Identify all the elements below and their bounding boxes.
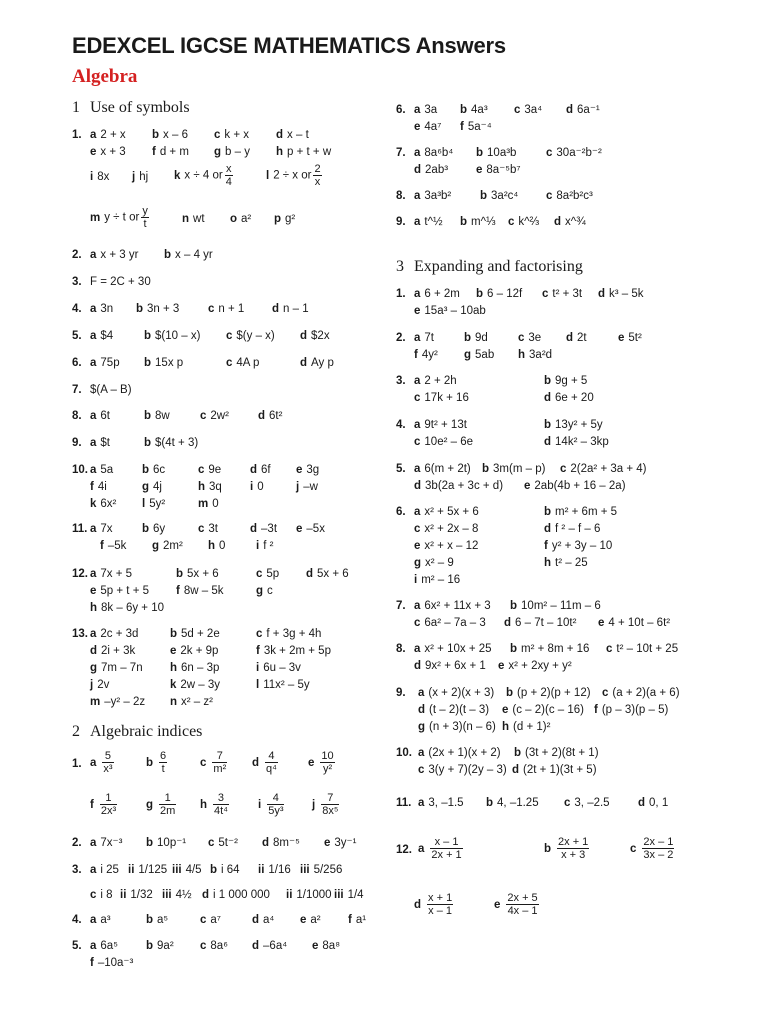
question: 6. a x² + 5x + 6 b m² + 6m + 5 c x² + 2x – 8 d f ² – f – 6 e x² + x – 12 f y² + 3y – 10 g x² – 9 h t² – 25 i m² – 16 [396, 504, 716, 589]
page-title: EDEXCEL IGCSE MATHEMATICS Answers [72, 33, 506, 58]
fraction: $\frac{4}{\text{5y³}}$ [268, 792, 284, 817]
question: 9. a (x + 2)(x + 3) b (p + 2)(p + 12) c (a + 2)(a + 6) d (t – 2)(t – 3) e (c – 2)(c – 16) f (p – 3)(p – 5) g (n + 3)(n – 6) h (d + 1)² [396, 685, 716, 736]
fraction: $\frac{2x + 1}{x + 3}$ [558, 836, 589, 861]
question: 4. a a³ b a⁵ c a⁷ d a⁴ e a² f a¹ [72, 912, 372, 929]
question: 7. $(A – B) [72, 384, 132, 396]
question: 3. F = 2C + 30 [72, 276, 151, 288]
answer-line: k 6x² l 5y² m 0 [90, 498, 219, 510]
fraction: $\frac{7}{\text{m²}}$ [213, 750, 227, 775]
fraction: $\frac{3}{\text{4t⁴}}$ [214, 792, 228, 817]
question: 4. a 3n b 3n + 3 c n + 1 d n – 1 [72, 301, 372, 318]
question: 9. a t^½ b m^⅓ c k^⅔ d x^¾ [396, 214, 716, 231]
answer-line: f 4y² g 5ab h 3a²d [414, 349, 553, 361]
fraction: $\frac{4}{\text{q⁴}}$ [266, 750, 277, 775]
question: 2. a 7t b 9d c 3e d 2t e 5t² f 4y² g 5ab h 3a²d [396, 330, 716, 364]
question: 9. a $t b $(4t + 3) [72, 435, 372, 452]
fraction: $\frac{1}{2m}$ [160, 792, 176, 817]
answer-line: g (n + 3)(n – 6) h (d + 1)² [418, 721, 551, 733]
answer-line: a 7x b 6y c 3t d –3t e –5x [90, 523, 325, 535]
question: 2. a x + 3 yr b x – 4 yr [72, 247, 372, 264]
answer-line: a t^½ b m^⅓ c k^⅔ d x^¾ [414, 216, 586, 228]
fraction: $\frac{x}{4}$ [225, 163, 232, 188]
answer-line: a 6x² + 11x + 3 b 10m² – 11m – 6 [414, 600, 601, 612]
fraction: $\frac{x - 1}{2x + 1}$ [431, 836, 462, 861]
answer-line: a 5a b 6c c 9e d 6f e 3g [90, 464, 320, 476]
answer-line: d $\frac{x + 1}{x - 1}$ e $\frac{2x + 5}{4x - 1}$ [414, 892, 538, 917]
question: 12. a 7x + 5 b 5x + 6 c 5p d 5x + 6 e 5p + t + 5 f 8w – 5k g c h 8k – 6y + 10 [72, 566, 372, 617]
answer-line: d 2ab³ e 8a⁻⁵b⁷ [414, 164, 521, 176]
question: 13. a 2c + 3d b 5d + 2e c f + 3g + 4h d 2i + 3k e 2k + 9p f 3k + 2m + 5p g 7m – 7n h 6n – 3p i 6u – 3v j 2v k 2w – 3y l 11x² – 5y m –y² – 2z n x² – z² [72, 626, 372, 711]
answer-line: f –5k g 2m² h 0 i f ² [100, 540, 274, 552]
fraction: $\frac{6}{t}$ [160, 750, 167, 775]
answer-line: a 2 + x b x – 6 c k + x d x – t [90, 129, 309, 141]
fraction: $\frac{5}{\text{x³}}$ [103, 750, 113, 775]
question: 3. a i 25 ii 1/125 iii 4/5 b i 64 ii 1/16 iii 5/256 c i 8 ii 1/32 iii 4½ d i 1 000 000 ii 1/1000 iii 1/4 [72, 862, 372, 904]
answer-line: a 6 + 2m b 6 – 12f c t² + 3t d k³ – 5k [414, 288, 644, 300]
question: 6. a 3a b 4a³ c 3a⁴ d 6a⁻¹ e 4a⁷ f 5a⁻⁴ [396, 102, 716, 136]
answer-line: a 6t b 8w c 2w² d 6t² [90, 410, 283, 422]
answer-line: a 7x + 5 b 5x + 6 c 5p d 5x + 6 [90, 568, 349, 580]
fraction: $\frac{10}{\text{y²}}$ [321, 750, 334, 775]
answer-line: m –y² – 2z n x² – z² [90, 696, 213, 708]
answer-line: a 3n b 3n + 3 c n + 1 d n – 1 [90, 303, 309, 315]
question: 5. a 6a⁵ b 9a² c 8a⁶ d –6a⁴ e 8a⁸ f –10a⁻³ [72, 938, 372, 972]
section-heading: 1 Use of symbols [72, 99, 190, 116]
question: 10. a (2x + 1)(x + 2) b (3t + 2)(8t + 1) c 3(y + 7)(2y – 3) d (2t + 1)(3t + 5) [396, 745, 716, 779]
question: 8. a 6t b 8w c 2w² d 6t² [72, 408, 372, 425]
answer-line: f $\frac{1}{\text{2x³}}$ g $\frac{1}{2m}$ h $\frac{3}{\text{4t⁴}}$ i $\frac{4}{\text{5y³}}$ j $\frac{7}{\text{8x⁵}}$ [90, 792, 339, 817]
answer-line: a (2x + 1)(x + 2) b (3t + 2)(8t + 1) [418, 747, 599, 759]
answer-line: a 9t² + 13t b 13y² + 5y [414, 419, 603, 431]
question: 5. a $4 b $(10 – x) c $(y – x) d $2x [72, 328, 372, 345]
answer-line: e x² + x – 12 f y² + 3y – 10 [414, 540, 613, 552]
fraction: $\frac{2x + 5}{4x - 1}$ [507, 892, 538, 917]
answer-line: i 8x j hj k x ÷ 4 or $\frac{x}{4}$ l 2 ÷ x or $\frac{2}{x}$ [90, 163, 321, 188]
question: 4. a 9t² + 13t b 13y² + 5y c 10e² – 6e d 14k² – 3kp [396, 417, 716, 451]
answer-line: f 4i g 4j h 3q i 0 j –w [90, 481, 318, 493]
answer-line: a 7x⁻³ b 10p⁻¹ c 5t⁻² d 8m⁻⁵ e 3y⁻¹ [90, 837, 357, 849]
answer-line: c 3(y + 7)(2y – 3) d (2t + 1)(3t + 5) [418, 764, 597, 776]
question: 1. a 6 + 2m b 6 – 12f c t² + 3t d k³ – 5k e 15a³ – 10ab [396, 286, 716, 320]
answer-line: a 75p b 15x p c 4A p d Ay p [90, 357, 334, 369]
fraction: $\frac{y}{t}$ [142, 205, 148, 230]
answer-line: c 6a² – 7a – 3 d 6 – 7t – 10t² e 4 + 10t – 6t² [414, 617, 671, 629]
answer-line: a $4 b $(10 – x) c $(y – x) d $2x [90, 330, 330, 342]
answer-line: g x² – 9 h t² – 25 [414, 557, 588, 569]
answer-line: a x² + 10x + 25 b m² + 8m + 16 c t² – 10t + 25 [414, 643, 679, 655]
question: 8. a x² + 10x + 25 b m² + 8m + 16 c t² – 10t + 25 d 9x² + 6x + 1 e x² + 2xy + y² [396, 641, 716, 675]
answer-line: c 17k + 16 d 6e + 20 [414, 392, 594, 404]
answer-line: i m² – 16 [414, 574, 461, 586]
answer-line: a 8a⁶b⁴ b 10a³b c 30a⁻²b⁻² [414, 147, 602, 159]
answer-line: f –10a⁻³ [90, 957, 134, 969]
question: 1. a 2 + x b x – 6 c k + x d x – t e x + 3 f d + m g b – y h p + t + w i 8x j hj k x ÷ 4 or $\frac{x}{4}$ l 2 ÷ x or $\frac{2}{x}$ m y ÷ t or $\frac{y}{t}$ n wt o a² p g² [72, 127, 372, 235]
answer-line: a 3a b 4a³ c 3a⁴ d 6a⁻¹ [414, 104, 600, 116]
question: 7. a 6x² + 11x + 3 b 10m² – 11m – 6 c 6a² – 7a – 3 d 6 – 7t – 10t² e 4 + 10t – 6t² [396, 598, 716, 632]
answer-line: a $\frac{5}{\text{x³}}$ b $\frac{6}{t}$ c $\frac{7}{\text{m²}}$ d $\frac{4}{\text{q⁴}}$ e $\frac{10}{\text{y²}}$ [90, 750, 334, 775]
answer-line: h 8k – 6y + 10 [90, 602, 165, 614]
chapter-title: Algebra [72, 66, 138, 87]
question: 10. a 5a b 6c c 9e d 6f e 3g f 4i g 4j h 3q i 0 j –w k 6x² l 5y² m 0 [72, 462, 372, 513]
fraction: $\frac{x + 1}{x - 1}$ [428, 892, 453, 917]
answer-line: c x² + 2x – 8 d f ² – f – 6 [414, 523, 601, 535]
answer-line: d 9x² + 6x + 1 e x² + 2xy + y² [414, 660, 572, 672]
answer-line: d 3b(2a + 3c + d) e 2ab(4b + 16 – 2a) [414, 480, 626, 492]
question: 11. a 7x b 6y c 3t d –3t e –5x f –5k g 2m² h 0 i f ² [72, 521, 372, 555]
answer-line: a x + 3 yr b x – 4 yr [90, 249, 213, 261]
answer-line: a 7t b 9d c 3e d 2t e 5t² [414, 332, 642, 344]
answer-line: a 2c + 3d b 5d + 2e c f + 3g + 4h [90, 628, 322, 640]
answer-line: a 3, –1.5 b 4, –1.25 c 3, –2.5 d 0, 1 [418, 797, 669, 809]
fraction: $\frac{2}{x}$ [314, 163, 321, 188]
question: 8. a 3a³b² b 3a²c⁴ c 8a²b²c³ [396, 188, 716, 205]
answer-line: a 6a⁵ b 9a² c 8a⁶ d –6a⁴ e 8a⁸ [90, 940, 341, 952]
question: 3. a 2 + 2h b 9g + 5 c 17k + 16 d 6e + 20 [396, 373, 716, 407]
answer-line: a (x + 2)(x + 3) b (p + 2)(p + 12) c (a + 2)(a + 6) [418, 687, 680, 699]
answer-line: e 4a⁷ f 5a⁻⁴ [414, 121, 492, 133]
answer-line: a $t b $(4t + 3) [90, 437, 199, 449]
answer-line: d (t – 2)(t – 3) e (c – 2)(c – 16) f (p – 3)(p – 5) [418, 704, 669, 716]
fraction: $\frac{7}{\text{8x⁵}}$ [322, 792, 339, 817]
answer-line: a 3a³b² b 3a²c⁴ c 8a²b²c³ [414, 190, 593, 202]
answer-line: c i 8 ii 1/32 iii 4½ d i 1 000 000 ii 1/1000 iii 1/4 [90, 889, 364, 901]
answer-line: a 6(m + 2t) b 3m(m – p) c 2(2a² + 3a + 4) [414, 463, 647, 475]
answer-line: a $\frac{x - 1}{2x + 1}$ b $\frac{2x + 1}{x + 3}$ c $\frac{2x - 1}{3x - 2}$ [418, 836, 674, 861]
answer-line: a x² + 5x + 6 b m² + 6m + 5 [414, 506, 618, 518]
answer-line: c 10e² – 6e d 14k² – 3kp [414, 436, 609, 448]
answer-line: e x + 3 f d + m g b – y h p + t + w [90, 146, 332, 158]
answer-line: e 15a³ – 10ab [414, 305, 486, 317]
question: 12. a $\frac{x - 1}{2x + 1}$ b $\frac{2x + 1}{x + 3}$ c $\frac{2x - 1}{3x - 2}$ d $\frac{x + 1}{x - 1}$ e $\frac{2x + 5}{4x - 1}$ [396, 836, 716, 922]
question: 1. a $\frac{5}{\text{x³}}$ b $\frac{6}{t}$ c $\frac{7}{\text{m²}}$ d $\frac{4}{\text{q⁴}}$ e $\frac{10}{\text{y²}}$ f $\frac{1}{\text{2x³}}$ g $\frac{1}{2m}$ h $\frac{3}{\text{4t⁴}}$ i $\frac{4}{\text{5y³}}$ j $\frac{7}{\text{8x⁵}}$ [72, 750, 372, 822]
answer-line: a i 25 ii 1/125 iii 4/5 b i 64 ii 1/16 iii 5/256 [90, 864, 343, 876]
section-heading: 3 Expanding and factorising [396, 258, 583, 275]
answer-line: g 7m – 7n h 6n – 3p i 6u – 3v [90, 662, 301, 674]
question: 6. a 75p b 15x p c 4A p d Ay p [72, 355, 372, 372]
answer-line: d 2i + 3k e 2k + 9p f 3k + 2m + 5p [90, 645, 331, 657]
question: 7. a 8a⁶b⁴ b 10a³b c 30a⁻²b⁻² d 2ab³ e 8a⁻⁵b⁷ [396, 145, 716, 179]
answer-line: e 5p + t + 5 f 8w – 5k g c [90, 585, 273, 597]
fraction: $\frac{1}{\text{2x³}}$ [100, 792, 117, 817]
answer-line: a a³ b a⁵ c a⁷ d a⁴ e a² f a¹ [90, 914, 367, 926]
fraction: $\frac{2x - 1}{3x - 2}$ [643, 836, 674, 861]
question: 11. a 3, –1.5 b 4, –1.25 c 3, –2.5 d 0, 1 [396, 795, 716, 812]
question: 2. a 7x⁻³ b 10p⁻¹ c 5t⁻² d 8m⁻⁵ e 3y⁻¹ [72, 835, 372, 852]
section-heading: 2 Algebraic indices [72, 723, 203, 740]
question: 5. a 6(m + 2t) b 3m(m – p) c 2(2a² + 3a + 4) d 3b(2a + 3c + d) e 2ab(4b + 16 – 2a) [396, 461, 716, 495]
answer-line: j 2v k 2w – 3y l 11x² – 5y [90, 679, 310, 691]
answer-line: a 2 + 2h b 9g + 5 [414, 375, 588, 387]
answer-line: m y ÷ t or $\frac{y}{t}$ n wt o a² p g² [90, 205, 296, 230]
